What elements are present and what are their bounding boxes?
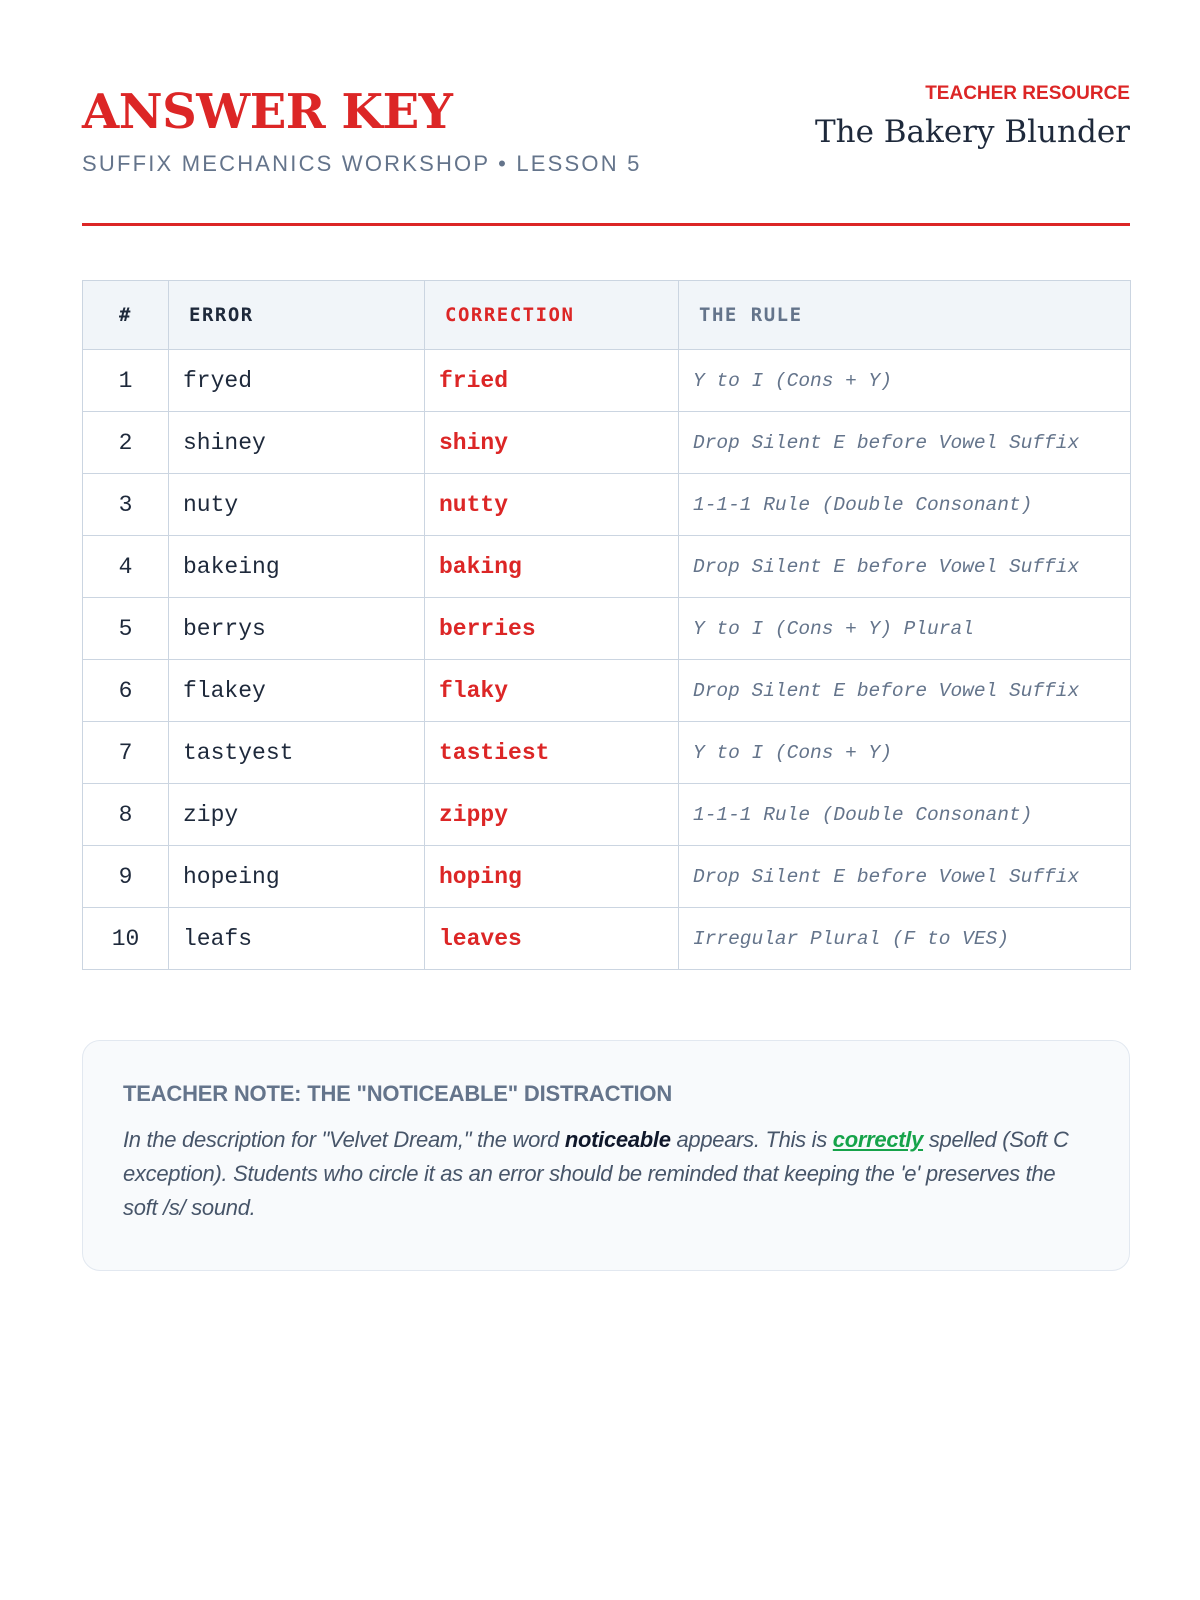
row-number: 2 (83, 412, 169, 474)
teacher-note-heading: TEACHER NOTE: THE "NOTICEABLE" DISTRACTION (123, 1081, 673, 1106)
story-title: The Bakery Blunder (814, 114, 1130, 150)
answer-key-page (82, 0, 1130, 1220)
row-error: leafs (169, 908, 425, 970)
note-text-middle: appears. This is (670, 1127, 833, 1152)
row-correction: fried (425, 350, 679, 412)
row-rule: Y to I (Cons + Y) (679, 350, 1131, 412)
table-row (83, 536, 1131, 598)
note-highlight-word: noticeable (564, 1127, 671, 1152)
note-text-end: spelled (Soft C exception). Students who circle it as an error should be reminded that keeping the 'e' preserves the soft /s/ sound. (123, 1127, 1069, 1220)
row-rule: Irregular Plural (F to VES) (679, 908, 1131, 970)
table-row (83, 846, 1131, 908)
note-correct-word: correctly (832, 1127, 924, 1152)
row-error: shiney (169, 412, 425, 474)
row-rule: Drop Silent E before Vowel Suffix (679, 846, 1131, 908)
row-correction: baking (425, 536, 679, 598)
header-rule: THE RULE (679, 281, 1131, 350)
row-number: 9 (83, 846, 169, 908)
row-correction: leaves (425, 908, 679, 970)
page-header (82, 0, 1130, 226)
row-number: 8 (83, 784, 169, 846)
row-number: 7 (83, 722, 169, 784)
table-header-row (83, 281, 1131, 350)
row-correction: shiny (425, 412, 679, 474)
row-error: hopeing (169, 846, 425, 908)
row-error: bakeing (169, 536, 425, 598)
table-row (83, 412, 1131, 474)
resource-label: TEACHER RESOURCE (925, 83, 1130, 104)
row-rule: Drop Silent E before Vowel Suffix (679, 536, 1131, 598)
row-error: tastyest (169, 722, 425, 784)
table-row (83, 660, 1131, 722)
page-subtitle: SUFFIX MECHANICS WORKSHOP • LESSON 5 (82, 151, 642, 176)
row-correction: berries (425, 598, 679, 660)
row-number: 3 (83, 474, 169, 536)
row-correction: tastiest (425, 722, 679, 784)
table-row (83, 784, 1131, 846)
row-number: 4 (83, 536, 169, 598)
table-row (83, 474, 1131, 536)
table-row (83, 598, 1131, 660)
row-correction: nutty (425, 474, 679, 536)
row-rule: Y to I (Cons + Y) Plural (679, 598, 1131, 660)
row-error: zipy (169, 784, 425, 846)
table-row (83, 350, 1131, 412)
row-number: 10 (83, 908, 169, 970)
row-error: nuty (169, 474, 425, 536)
row-number: 6 (83, 660, 169, 722)
header-error: ERROR (169, 281, 425, 350)
note-text-start: In the description for "Velvet Dream," the word (123, 1127, 565, 1152)
table-row (83, 908, 1131, 970)
table-row (83, 722, 1131, 784)
row-rule: 1-1-1 Rule (Double Consonant) (679, 474, 1131, 536)
header-correction: CORRECTION (425, 281, 679, 350)
row-rule: Drop Silent E before Vowel Suffix (679, 660, 1131, 722)
row-error: fryed (169, 350, 425, 412)
row-number: 5 (83, 598, 169, 660)
header-number: # (83, 281, 169, 350)
page-title: ANSWER KEY (82, 84, 453, 140)
teacher-note-body (123, 1123, 1089, 1225)
row-correction: zippy (425, 784, 679, 846)
row-correction: flaky (425, 660, 679, 722)
row-correction: hoping (425, 846, 679, 908)
row-error: flakey (169, 660, 425, 722)
answer-table (82, 280, 1131, 970)
teacher-note (82, 1040, 1130, 1271)
row-rule: Drop Silent E before Vowel Suffix (679, 412, 1131, 474)
row-rule: Y to I (Cons + Y) (679, 722, 1131, 784)
row-number: 1 (83, 350, 169, 412)
row-error: berrys (169, 598, 425, 660)
row-rule: 1-1-1 Rule (Double Consonant) (679, 784, 1131, 846)
